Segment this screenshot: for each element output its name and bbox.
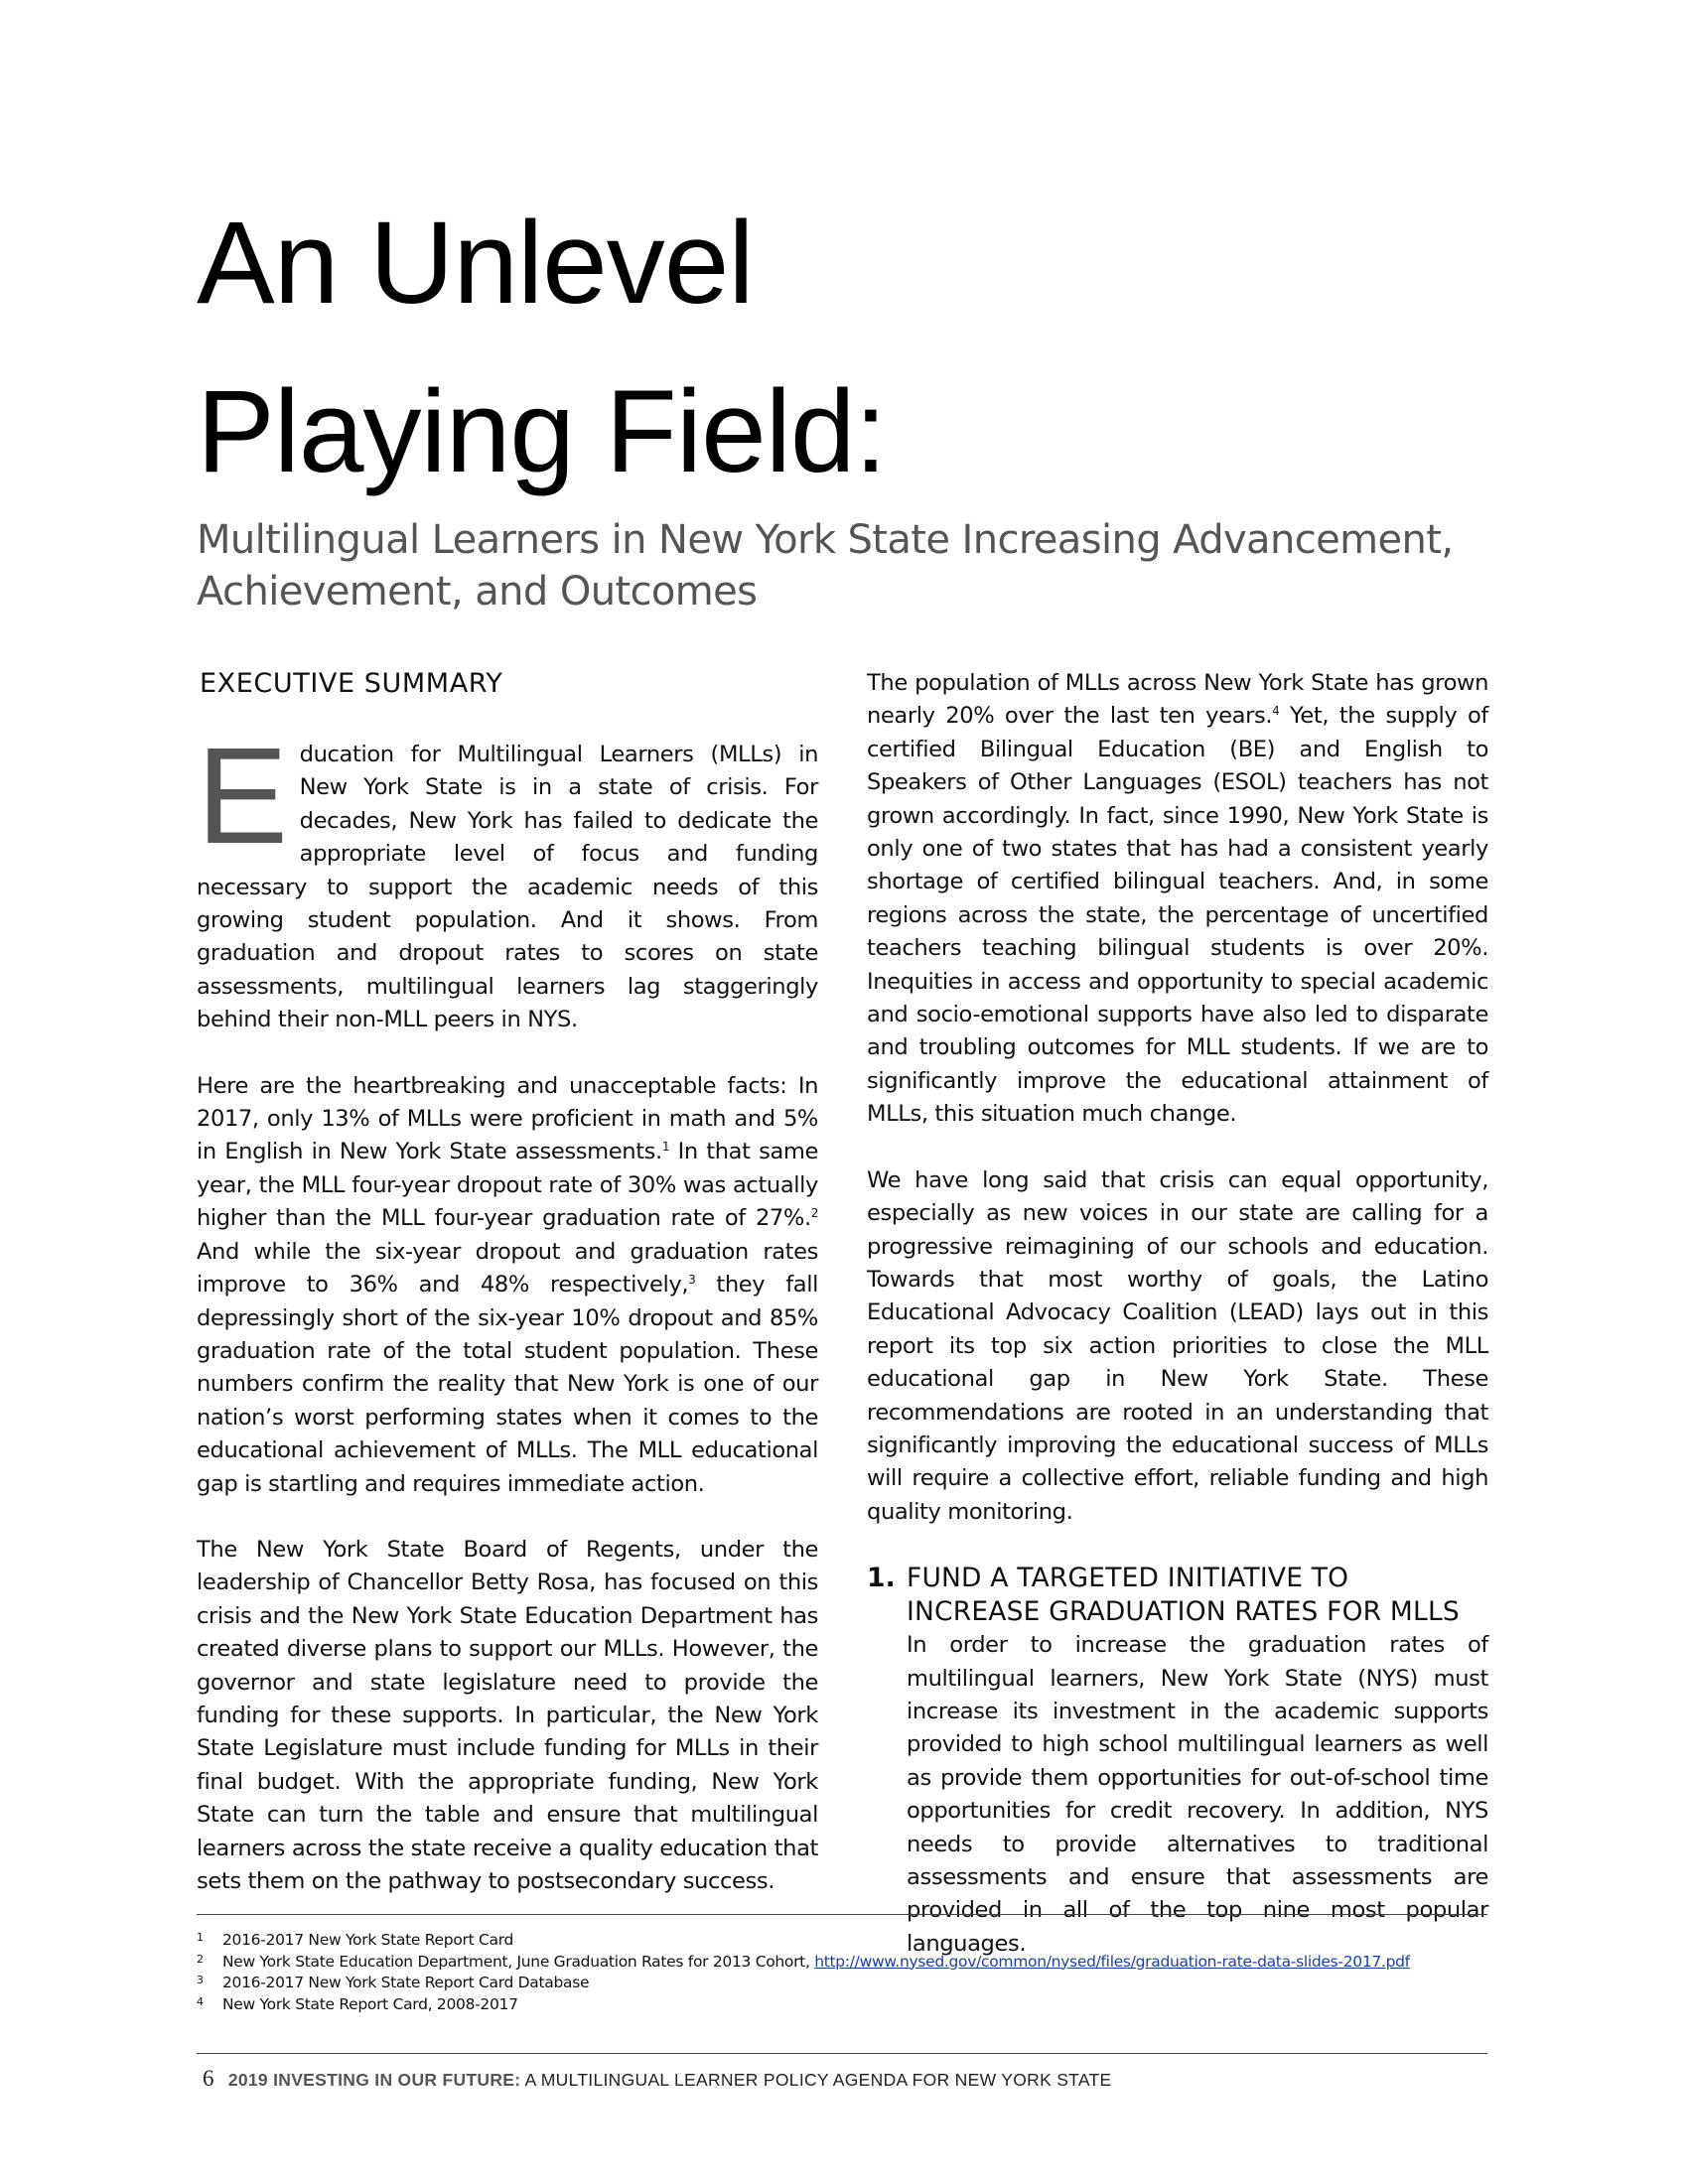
footnote-text: New York State Report Card, 2008-2017 bbox=[222, 1994, 518, 2013]
regents-paragraph: The New York State Board of Regents, under the leadership of Chancellor Betty Rosa, has focused on this crisis and the New York State Education Department has created diverse plans to support our MLLs. However, the governor and state legislature need to provide the funding for these supports. In particular, the New York State Legislature must include funding for MLLs in their final budget. With the appropriate funding, New York State can turn the table and ensure that multilingual learners across the state receive a quality education that sets them on the pathway to postsecondary success. bbox=[197, 1536, 818, 1894]
facts-text-d: they fall depressingly short of the six-year 10% dropout and 85% graduation rate of the total student population. These numbers confirm the reality that New York is one of our nation’s worst performing states when it comes to the educational achievement of MLLs. The MLL educational gap is startling and requires immediate action. bbox=[197, 1272, 818, 1497]
footer-divider bbox=[197, 2053, 1487, 2054]
title-line-2: Playing Field: bbox=[197, 366, 887, 497]
footnote-divider bbox=[197, 1914, 1487, 1915]
facts-paragraph bbox=[197, 1070, 818, 1501]
footnote-number: 4 bbox=[197, 1994, 204, 2008]
footnote-text: 2016-2017 New York State Report Card bbox=[222, 1931, 514, 1949]
graduation-rate-link[interactable]: http://www.nysed.gov/common/nysed/files/graduation-rate-data-slides-2017.pdf bbox=[814, 1952, 1410, 1971]
intro-paragraph bbox=[197, 720, 818, 1037]
page-number: 6 bbox=[203, 2066, 214, 2091]
opportunity-paragraph: We have long said that crisis can equal opportunity, especially as new voices in our state are calling for a progressive reimagining of our schools and education. Towards that most worthy of goals, the Latino Educational Advocacy Coalition (LEAD) lays out in this report its top six action priorities to close the MLL educational gap in New York State. These recommendations are rooted in an understanding that significantly improving the educational success of MLLs will require a collective effort, reliable funding and high quality monitoring. bbox=[867, 1166, 1488, 1525]
population-text-a: The population of MLLs across New York State has grown nearly 20% over the last ten years. bbox=[867, 670, 1488, 730]
footer-subtitle: A MULTILINGUAL LEARNER POLICY AGENDA FOR NEW YORK STATE bbox=[520, 2070, 1112, 2090]
footnote-text: 2016-2017 New York State Report Card Database bbox=[222, 1974, 590, 1991]
title-line-1: An Unlevel bbox=[197, 198, 754, 329]
footnote-text: New York State Education Department, June Graduation Rates for 2013 Cohort, bbox=[222, 1952, 815, 1971]
page-subtitle: Multilingual Learners in New York State Increasing Advancement, Achievement, and Outcomes bbox=[197, 517, 1454, 614]
section-1-heading bbox=[867, 1562, 1488, 1629]
footnotes bbox=[197, 1930, 1497, 2015]
drop-cap: E bbox=[197, 720, 288, 873]
left-column bbox=[197, 667, 818, 1931]
population-paragraph bbox=[867, 667, 1488, 1132]
footnote-ref-1: 1 bbox=[661, 1140, 670, 1155]
intro-paragraph-text: ducation for Multilingual Learners (MLLs) in New York State is in a state of crisis. For decades, New York has failed to dedicate the appropriate level of focus and funding necessary to support the academic needs of this growing student population. And it shows. From graduation and dropout rates to scores on state assessments, multilingual learners lag staggeringly behind their non-MLL peers in NYS. bbox=[197, 742, 818, 1033]
footnote-number: 2 bbox=[197, 1952, 204, 1966]
page-title bbox=[197, 179, 1388, 516]
footnote-number: 3 bbox=[197, 1974, 204, 1986]
footer-publication-title: 2019 INVESTING IN OUR FUTURE: bbox=[227, 2070, 521, 2090]
facts-text-b: In that same year, the MLL four-year dropout rate of 30% was actually higher than the MLL four-year graduation rate of 27%. bbox=[197, 1139, 818, 1232]
facts-text-c: And while the six-year dropout and graduation rates improve to 36% and 48% respectively, bbox=[197, 1238, 818, 1298]
section-1-number: 1. bbox=[867, 1563, 896, 1594]
footnote-ref-3: 3 bbox=[688, 1273, 696, 1288]
footnote-2 bbox=[197, 1952, 1497, 1974]
right-column bbox=[867, 667, 1488, 1961]
footnote-4 bbox=[197, 1994, 1497, 2016]
footnote-number: 1 bbox=[197, 1931, 204, 1944]
page-footer bbox=[197, 2067, 1487, 2092]
footnote-ref-2: 2 bbox=[810, 1206, 818, 1221]
section-1-title: FUND A TARGETED INITIATIVE TO INCREASE GRADUATION RATES FOR MLLS bbox=[907, 1563, 1460, 1628]
footnote-ref-4: 4 bbox=[1272, 704, 1280, 719]
population-text-b: Yet, the supply of certified Bilingual Education (BE) and English to Speakers of Other Languages (ESOL) teachers has not grown accordingly. In fact, since 1990, New York State is only one of two states that has had a consistent yearly shortage of certified bilingual teachers. And, in some regions across the state, the percentage of uncertified teachers teaching bilingual students is over 20%. Inequities in access and opportunity to special academic and socio-emotional supports have also led to disparate and troubling outcomes for MLL students. If we are to significantly improve the educational attainment of MLLs, this situation much change. bbox=[867, 703, 1488, 1128]
executive-summary-heading: EXECUTIVE SUMMARY bbox=[200, 668, 503, 699]
footnote-3 bbox=[197, 1973, 1497, 1994]
footnote-1 bbox=[197, 1930, 1497, 1952]
facts-text-a: Here are the heartbreaking and unacceptable facts: In 2017, only 13% of MLLs were proficient in math and 5% in English in New York State assessments. bbox=[197, 1072, 818, 1165]
section-1-body: In order to increase the graduation rates of multilingual learners, New York State (NYS) must increase its investment in the academic supports provided to high school multilingual learners as well as provide them opportunities for out-of-school time opportunities for credit recovery. In addition, NYS needs to provide alternatives to traditional assessments and ensure that assessments are provided in all of the top nine most popular languages. bbox=[907, 1632, 1488, 1957]
